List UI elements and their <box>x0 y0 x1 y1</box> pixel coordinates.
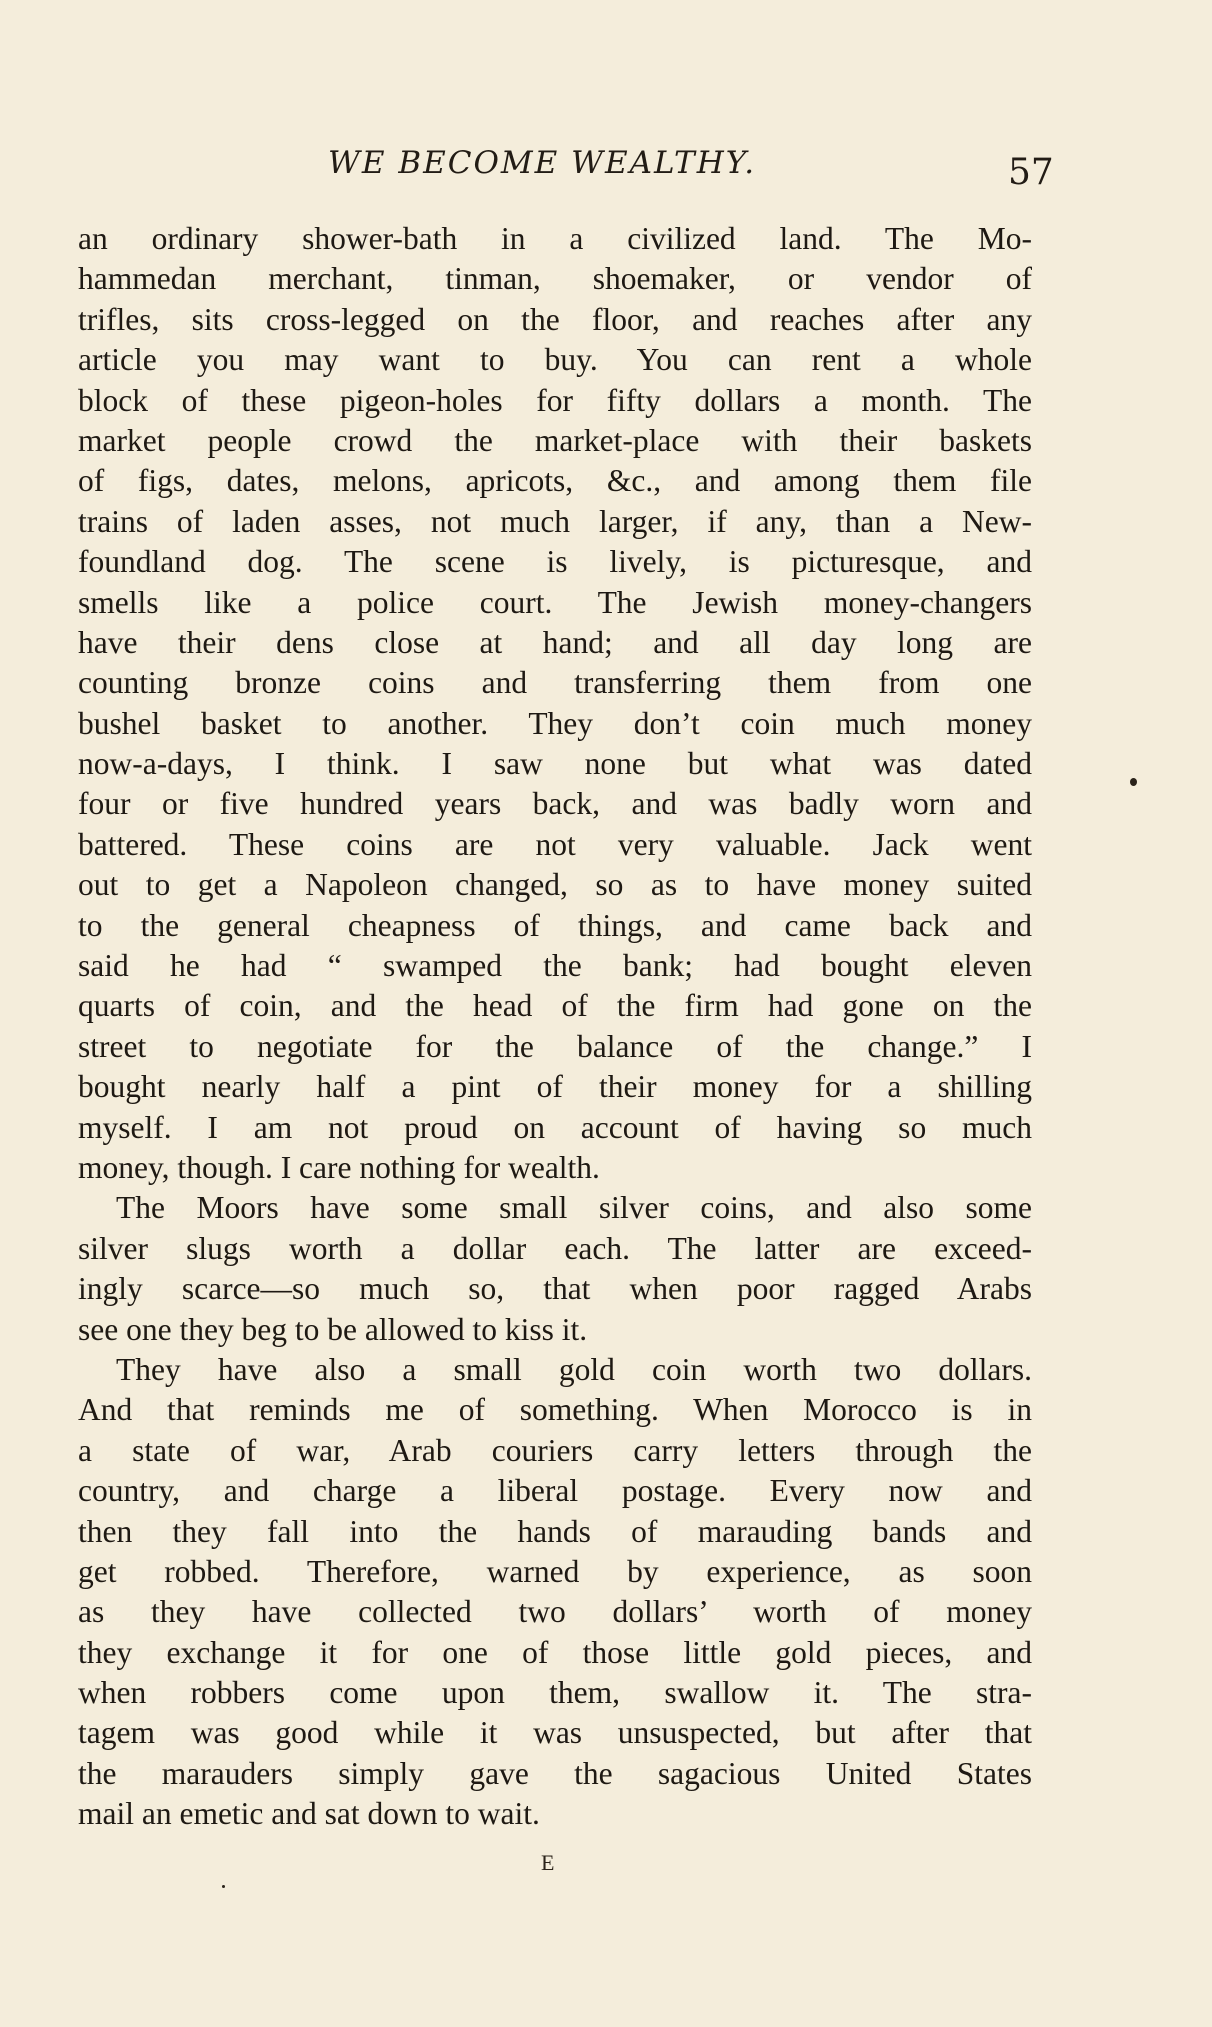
text-line: to the general cheapness of things, and came back and <box>78 907 1032 943</box>
text-line: trifles, sits cross-legged on the floor, and reaches after any <box>78 301 1032 337</box>
text-line: tagem was good while it was unsuspected, but after that <box>78 1715 1032 1751</box>
text-line: silver slugs worth a dollar each. The latter are exceed- <box>78 1230 1032 1266</box>
page-number: 57 <box>1008 152 1054 193</box>
text-line: And that reminds me of something. When Morocco is in <box>78 1392 1032 1428</box>
text-line: hammedan merchant, tinman, shoemaker, or vendor of <box>78 261 1032 297</box>
text-line: ingly scarce—so much so, that when poor ragged Arabs <box>78 1271 1032 1307</box>
text-line: market people crowd the market-place with their baskets <box>78 422 1032 458</box>
text-line: then they fall into the hands of marauding bands and <box>78 1513 1032 1549</box>
text-line: the marauders simply gave the sagacious United States <box>78 1755 1032 1791</box>
text-line: foundland dog. The scene is lively, is picturesque, and <box>78 544 1032 580</box>
text-line: when robbers come upon them, swallow it. The stra- <box>78 1675 1032 1711</box>
text-line: see one they beg to be allowed to kiss it. <box>78 1311 588 1347</box>
text-line: money, though. I care nothing for wealth. <box>78 1149 600 1185</box>
text-line: four or five hundred years back, and was badly worn and <box>78 786 1032 822</box>
text-line: country, and charge a liberal postage. Every now and <box>78 1473 1032 1509</box>
text-line: They have also a small gold coin worth two dollars. <box>116 1351 1032 1387</box>
text-line: they exchange it for one of those little gold pieces, and <box>78 1634 1032 1670</box>
text-line: as they have collected two dollars’ worth of money <box>78 1594 1032 1630</box>
text-line: mail an emetic and sat down to wait. <box>78 1796 540 1832</box>
ink-speck <box>222 1885 225 1888</box>
ink-speck <box>1130 778 1137 786</box>
text-line: bushel basket to another. They don’t coin much money <box>78 705 1032 741</box>
text-line: The Moors have some small silver coins, and also some <box>116 1190 1032 1226</box>
text-line: smells like a police court. The Jewish money-changers <box>78 584 1032 620</box>
text-line: of figs, dates, melons, apricots, &c., and among them file <box>78 463 1032 499</box>
text-line: article you may want to buy. You can rent a whole <box>78 342 1032 378</box>
text-line: myself. I am not proud on account of having so much <box>78 1109 1032 1145</box>
text-line: battered. These coins are not very valuable. Jack went <box>78 826 1032 862</box>
running-head: WE BECOME WEALTHY. <box>328 145 757 181</box>
text-line: out to get a Napoleon changed, so as to have money suited <box>78 867 1032 903</box>
text-line: a state of war, Arab couriers carry letters through the <box>78 1432 1032 1468</box>
text-line: get robbed. Therefore, warned by experience, as soon <box>78 1553 1032 1589</box>
body-text <box>78 219 1032 1835</box>
text-line: block of these pigeon-holes for fifty dollars a month. The <box>78 382 1032 418</box>
signature-mark: E <box>541 1850 555 1875</box>
text-line: bought nearly half a pint of their money for a shilling <box>78 1069 1032 1105</box>
text-line: said he had “ swamped the bank; had bought eleven <box>78 948 1032 984</box>
text-line: an ordinary shower-bath in a civilized land. The Mo- <box>78 221 1032 256</box>
text-line: counting bronze coins and transferring them from one <box>78 665 1032 701</box>
text-line: quarts of coin, and the head of the firm had gone on the <box>78 988 1032 1024</box>
text-line: have their dens close at hand; and all day long are <box>78 624 1032 660</box>
text-line: street to negotiate for the balance of the change.” I <box>78 1028 1032 1064</box>
text-line: now-a-days, I think. I saw none but what was dated <box>78 746 1032 782</box>
text-line: trains of laden asses, not much larger, if any, than a New- <box>78 503 1032 539</box>
